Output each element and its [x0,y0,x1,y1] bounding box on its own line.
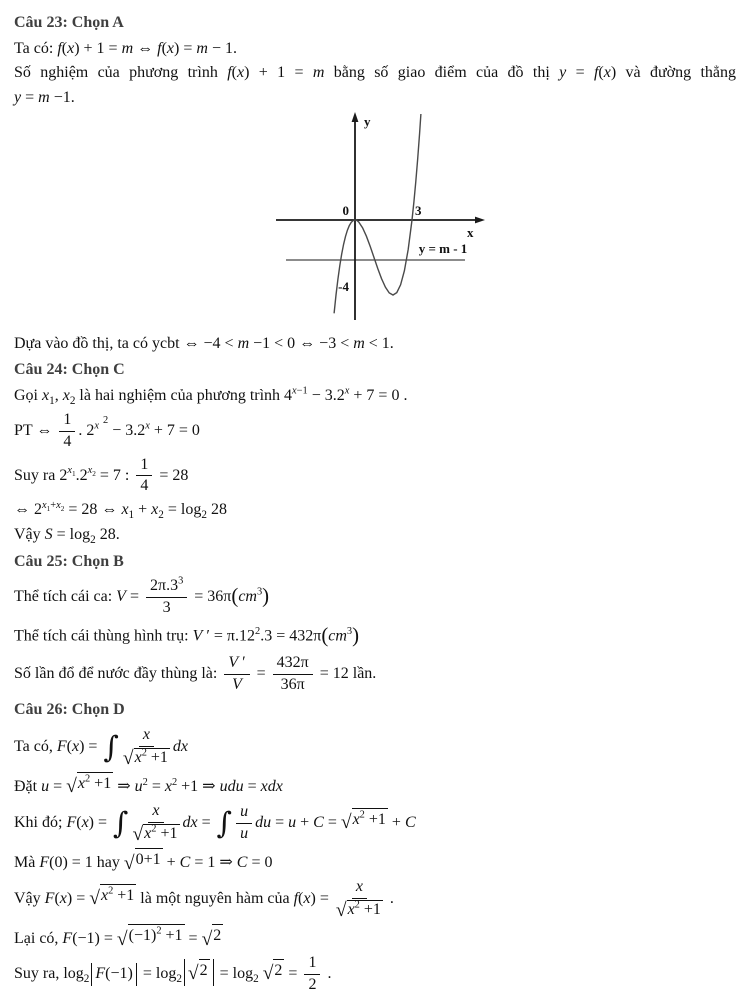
x-axis-arrow-icon [475,216,485,223]
cubic-graph [272,112,487,322]
x-axis-label: x [467,224,474,240]
line-dua-vao: Dựa vào đồ thị, ta có ycbt ⇔ −4 < m −1 < 0 ⇔ −3 < m < 1. [14,334,394,352]
line-so-nghiem: Số nghiệm của phương trình f(x) + 1 = m bằng số giao điểm của đồ thị y = f(x) và đường thẳng [14,64,737,82]
hline-label: y = m - 1 [418,240,468,256]
heading-cau-25: Câu 25: Chọn B [14,552,124,570]
line-pt: PT ⇔ $\frac{1}{4}$ . 2$^x$ $^2 - 3.2^x + 7 = 0$ [14,410,200,450]
line-tuong-duong: ⇔ $2^{x_1+x_2} = 28$ ⇔ $x_1 + x_2 = \log_2 28$ [14,499,227,522]
line-ta-co-23: Ta có: f(x) + 1 = m ⇔ f(x) = m − 1. [14,39,237,57]
line-vay-26: Vậy F(x) = √ $x^2 +1$ là một nguyên hàm của f(x) = x √ $x^2 +1$ . [14,878,394,922]
line-suy-ra-24: Suy ra $2^{x_1}.2^{x_2} = 7$ : $\frac{1}{4}$ = 28 [14,455,189,495]
line-vay-24: Vậy $S = \log_2 28$. [14,525,120,547]
x-intercept-label: 3 [415,202,422,218]
heading-cau-24: Câu 24: Chọn C [14,361,125,379]
line-khi-do: Khi đó; F(x) = ∫ x √ $x^2 +1$ dx = ∫ $\frac{u}{u}$ du = u + C = √ $x^2 +1$ + C [14,802,416,846]
graph-figure [272,112,736,330]
heading-cau-26: Câu 26: Chọn D [14,701,125,719]
line-goi: Gọi $x_1$, $x_2$ là hai nghiệm của phương trình $4^{x-1} - 3.2^x + 7 = 0$ . [14,385,408,408]
line-suy-ra-26: Suy ra, $\log_2 F(-1) = \log_2$ √ 2 = $\log_2$ √ 2 = $\frac{1}{2}$ . [14,954,332,994]
line-y-m-1: y = m −1. [14,89,75,107]
line-the-tich-ca: Thể tích cái ca: V = $\frac{2\pi.3^3}{3}$ = $36\pi(cm^3)$ [14,576,270,617]
y-axis-arrow-icon [352,112,359,122]
y-min-label: -4 [338,278,349,294]
line-lai-co: Lại có, F(−1) = √ $(-1)^2 +1$ = √ 2 [14,926,222,950]
y-axis-label: y [364,113,371,129]
line-ta-co-26: Ta có, F(x) = ∫ x √ $x^2 +1$ dx [14,726,189,770]
line-dat: Đặt u = √ $x^2 +1$ ⇒ $u^2 = x^2 +1$ ⇒ udu = xdx [14,773,283,798]
origin-label: 0 [342,202,349,218]
line-the-tich-thung: Thể tích cái thùng hình trụ: V ′ = $\pi.12^2.3 = 432\pi(cm^3)$ [14,624,360,648]
line-ma: Mà F(0) = 1 hay √ 0+1 + C = 1 ⇒ C = 0 [14,848,736,875]
line-so-lan: Số lần đổ để nước đầy thùng là: $\frac{V '}{V}$ = $\frac{432\pi}{36\pi}$ = 12 lần. [14,653,377,693]
heading-cau-23: Câu 23: Chọn A [14,14,124,31]
